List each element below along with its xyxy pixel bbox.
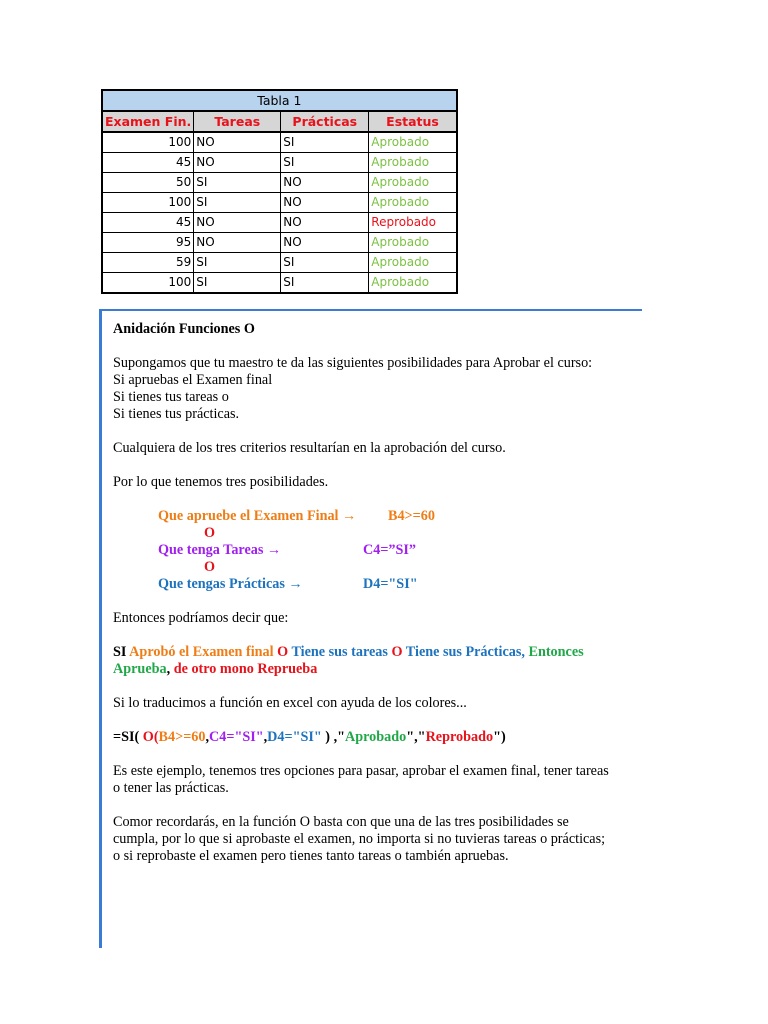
- possibility-value: C4=”SI”: [363, 542, 417, 558]
- sentence-part-exam: Aprobó el Examen final: [126, 644, 274, 660]
- possibility-value: B4>=60: [388, 508, 435, 524]
- formula-close: ) ,": [321, 729, 345, 745]
- column-header-estatus: Estatus: [369, 111, 457, 132]
- intro-line: Si apruebas el Examen final: [113, 372, 273, 388]
- cell-examen[interactable]: 100: [102, 132, 194, 153]
- table-row: [102, 132, 457, 153]
- formula-comma: ,: [205, 729, 210, 745]
- table-title: Tabla 1: [102, 90, 457, 111]
- cell-tareas[interactable]: NO: [194, 213, 281, 233]
- formula-mid: ",": [406, 729, 426, 745]
- text-box-content: [113, 321, 638, 882]
- cell-estatus[interactable]: Aprobado: [369, 173, 457, 193]
- possibility-practicas: [158, 576, 638, 593]
- possibilities-intro: Por lo que tenemos tres posibilidades.: [113, 474, 329, 490]
- formula-aprobado: Aprobado: [345, 729, 407, 745]
- doc-heading: Anidación Funciones O: [113, 321, 255, 337]
- sentence-or: O: [273, 644, 289, 660]
- column-header-practicas: Prácticas: [281, 111, 369, 132]
- possibilities-list: [113, 508, 638, 593]
- cell-tareas[interactable]: SI: [194, 193, 281, 213]
- cell-practicas[interactable]: NO: [281, 173, 369, 193]
- cell-tareas[interactable]: NO: [194, 233, 281, 253]
- possibility-label: Que tenga Tareas: [158, 542, 264, 558]
- cell-tareas[interactable]: SI: [194, 273, 281, 294]
- table-row: [102, 253, 457, 273]
- formula-b4: B4>=60: [158, 729, 206, 745]
- cell-practicas[interactable]: NO: [281, 193, 369, 213]
- cell-examen[interactable]: 100: [102, 273, 194, 294]
- cell-examen[interactable]: 95: [102, 233, 194, 253]
- table-row: [102, 233, 457, 253]
- column-header-tareas: Tareas: [194, 111, 281, 132]
- column-header-examen: Examen Fin.: [102, 111, 194, 132]
- cell-examen[interactable]: 100: [102, 193, 194, 213]
- cell-estatus[interactable]: Aprobado: [369, 193, 457, 213]
- formula-end: "): [493, 729, 506, 745]
- table-row: [102, 273, 457, 294]
- grades-table: [101, 89, 458, 294]
- table-row: [102, 153, 457, 173]
- formula-d4: D4="SI": [267, 729, 322, 745]
- cell-tareas[interactable]: NO: [194, 132, 281, 153]
- cell-estatus[interactable]: Aprobado: [369, 273, 457, 294]
- possibility-label: Que tengas Prácticas: [158, 576, 285, 592]
- table-row: [102, 173, 457, 193]
- formula-comma: ,: [263, 729, 268, 745]
- example-line: o tener las prácticas.: [113, 780, 229, 796]
- recall-line: Comor recordarás, en la función O basta con que una de las tres posibilidades se: [113, 814, 569, 830]
- sentence-comma: ,: [166, 661, 171, 677]
- cell-estatus[interactable]: Reprobado: [369, 213, 457, 233]
- sentence-or: O: [387, 644, 403, 660]
- possibility-exam: [158, 508, 638, 525]
- formula-reprobado: Reprobado: [425, 729, 494, 745]
- criteria-text: Cualquiera de los tres criterios resultarían en la aprobación del curso.: [113, 440, 506, 456]
- intro-line: Si tienes tus tareas o: [113, 389, 229, 405]
- cell-examen[interactable]: 45: [102, 213, 194, 233]
- possibility-label: Que apruebe el Examen Final: [158, 508, 339, 524]
- formula-line: [113, 729, 638, 746]
- cell-estatus[interactable]: Aprobado: [369, 153, 457, 173]
- intro-line: Supongamos que tu maestro te da las siguientes posibilidades para Aprobar el curso:: [113, 355, 593, 371]
- cell-practicas[interactable]: SI: [281, 153, 369, 173]
- arrow-icon: →: [342, 508, 357, 524]
- table-row: [102, 193, 457, 213]
- cell-practicas[interactable]: SI: [281, 132, 369, 153]
- example-line: Es este ejemplo, tenemos tres opciones para pasar, aprobar el examen final, tener tareas: [113, 763, 609, 779]
- possibility-value: D4="SI": [363, 576, 418, 592]
- formula-start: =SI(: [113, 729, 143, 745]
- cell-examen[interactable]: 45: [102, 153, 194, 173]
- cell-practicas[interactable]: NO: [281, 213, 369, 233]
- cell-practicas[interactable]: SI: [281, 273, 369, 294]
- sentence-part-practicas: Tiene sus Prácticas,: [402, 644, 525, 660]
- possibility-tareas: [158, 542, 638, 559]
- sentence-part-tareas: Tiene sus tareas: [288, 644, 388, 660]
- colored-sentence: [113, 644, 633, 678]
- recall-line: o si reprobaste el examen pero tienes tanto tareas o también apruebas.: [113, 848, 509, 864]
- cell-practicas[interactable]: NO: [281, 233, 369, 253]
- formula-or-open: O(: [142, 729, 159, 745]
- translate-text: Si lo traducimos a función en excel con ayuda de los colores...: [113, 695, 467, 711]
- text-box[interactable]: [99, 309, 642, 948]
- cell-estatus[interactable]: Aprobado: [369, 132, 457, 153]
- or-separator: O: [204, 559, 216, 575]
- cell-estatus[interactable]: Aprobado: [369, 253, 457, 273]
- arrow-icon: →: [288, 576, 303, 592]
- cell-tareas[interactable]: SI: [194, 253, 281, 273]
- intro-line: Si tienes tus prácticas.: [113, 406, 240, 422]
- cell-tareas[interactable]: SI: [194, 173, 281, 193]
- cell-tareas[interactable]: NO: [194, 153, 281, 173]
- example-paragraph: [113, 763, 638, 797]
- recall-paragraph: [113, 814, 638, 865]
- table-row: [102, 213, 457, 233]
- recall-line: cumpla, por lo que si aprobaste el examen, no importa si no tuvieras tareas o prácticas;: [113, 831, 606, 847]
- cell-practicas[interactable]: SI: [281, 253, 369, 273]
- cell-examen[interactable]: 59: [102, 253, 194, 273]
- cell-examen[interactable]: 50: [102, 173, 194, 193]
- cell-estatus[interactable]: Aprobado: [369, 233, 457, 253]
- intro-paragraph: [113, 355, 638, 423]
- sentence-part-aprueba: Entonces Aprueba: [113, 644, 584, 677]
- arrow-icon: →: [266, 542, 282, 558]
- sentence-part-reprueba: de otro mono Reprueba: [170, 661, 318, 677]
- formula-c4: C4="SI": [209, 729, 264, 745]
- or-separator: O: [204, 525, 216, 541]
- then-say: Entonces podríamos decir que:: [113, 610, 289, 626]
- sentence-si: SI: [113, 644, 127, 660]
